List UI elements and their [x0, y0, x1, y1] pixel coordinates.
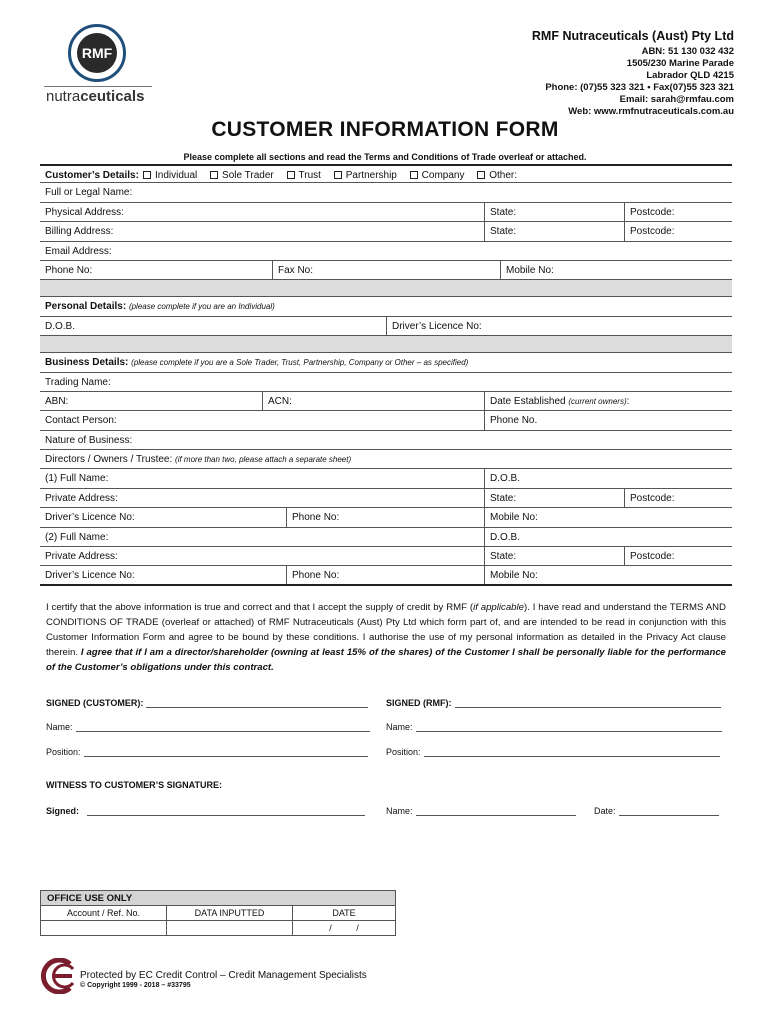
- full-name-label: Full or Legal Name:: [45, 187, 133, 199]
- logo-emblem: [68, 24, 126, 82]
- director-1-address-field[interactable]: Private Address:: [45, 492, 118, 504]
- director-1-licence-field[interactable]: Driver’s Licence No:: [45, 512, 135, 524]
- director-2-address-row: [40, 547, 732, 566]
- customer-type-row: [40, 164, 732, 183]
- director-1-postcode-field[interactable]: Postcode:: [624, 489, 674, 507]
- director-1-mobile-field[interactable]: Mobile No:: [484, 508, 538, 526]
- personal-licence-field[interactable]: Driver’s Licence No:: [386, 317, 482, 335]
- personal-dob-field[interactable]: D.O.B.: [45, 320, 76, 332]
- ec-credit-control-logo-icon: [40, 958, 76, 994]
- director-2-licence-row: [40, 566, 732, 585]
- email-label: Email Address:: [45, 245, 112, 257]
- date-cell[interactable]: / /: [293, 921, 396, 936]
- logo-divider: [44, 86, 152, 87]
- director-1-name-row: [40, 469, 732, 488]
- witness-name-line[interactable]: Name:: [386, 806, 576, 816]
- logo-wordmark: nutraceuticals: [46, 88, 145, 105]
- billing-postcode-field[interactable]: Postcode:: [624, 222, 674, 240]
- personal-details-row: [40, 317, 732, 336]
- director-1-address-row: [40, 489, 732, 508]
- data-inputted-header: DATA INPUTTED: [167, 906, 293, 921]
- directors-header: [40, 450, 732, 469]
- mobile-field[interactable]: Mobile No:: [500, 261, 554, 279]
- customer-form: [40, 164, 732, 586]
- trading-name-label: Trading Name:: [45, 376, 111, 388]
- footer-protected-text: Protected by EC Credit Control – Credit Management Specialists: [80, 970, 367, 981]
- rmf-name-line[interactable]: Name:: [386, 722, 722, 732]
- section-separator: [40, 336, 732, 353]
- billing-state-field[interactable]: State:: [484, 222, 516, 240]
- section-separator: [40, 280, 732, 297]
- contact-numbers-row: [40, 261, 732, 280]
- physical-address-label: Physical Address:: [45, 206, 124, 218]
- fax-field[interactable]: Fax No:: [272, 261, 313, 279]
- checkbox-company[interactable]: [410, 171, 418, 179]
- data-inputted-cell[interactable]: [167, 921, 293, 936]
- director-2-name-field[interactable]: (2) Full Name:: [45, 531, 109, 543]
- director-1-dob-field[interactable]: D.O.B.: [484, 469, 520, 487]
- customer-name-line[interactable]: Name:: [46, 722, 370, 732]
- company-phone: Phone: (07)55 323 321 • Fax(07)55 323 321: [545, 82, 734, 93]
- directors-note: (if more than two, please attach a separate sheet): [175, 455, 352, 465]
- checkbox-individual[interactable]: [143, 171, 151, 179]
- rmf-position-line[interactable]: Position:: [386, 747, 720, 757]
- personal-details-label: Personal Details:: [45, 301, 127, 313]
- personal-details-header: [40, 297, 732, 316]
- customer-type-options: Individual Sole Trader Trust Partnership Company Other:: [128, 166, 517, 182]
- customer-position-line[interactable]: Position:: [46, 747, 368, 757]
- nature-of-business-field[interactable]: [40, 431, 732, 450]
- personal-details-note: (please complete if you are an Individual): [128, 302, 275, 312]
- physical-address-field[interactable]: [40, 203, 732, 222]
- business-phone-field[interactable]: Phone No.: [484, 411, 537, 429]
- director-1-phone-field[interactable]: Phone No:: [286, 508, 339, 526]
- business-details-header: [40, 353, 732, 372]
- director-1-licence-row: [40, 508, 732, 527]
- checkbox-sole-trader[interactable]: [210, 171, 218, 179]
- checkbox-other[interactable]: [477, 171, 485, 179]
- physical-postcode-field[interactable]: Postcode:: [624, 203, 674, 221]
- director-2-phone-field[interactable]: Phone No:: [286, 566, 339, 583]
- account-ref-cell[interactable]: [41, 921, 167, 936]
- billing-address-label: Billing Address:: [45, 226, 114, 238]
- checkbox-trust[interactable]: [287, 171, 295, 179]
- nature-of-business-label: Nature of Business:: [45, 434, 133, 446]
- witness-signed-line[interactable]: Signed:: [46, 806, 365, 816]
- company-email: Email: sarah@rmfau.com: [619, 94, 734, 105]
- account-ref-header: Account / Ref. No.: [41, 906, 167, 921]
- billing-address-field[interactable]: [40, 222, 732, 241]
- trading-name-field[interactable]: [40, 373, 732, 392]
- director-2-state-field[interactable]: State:: [484, 547, 516, 565]
- signed-customer-line[interactable]: SIGNED (CUSTOMER):: [46, 698, 368, 708]
- company-logo: [44, 22, 156, 108]
- customer-details-label: Customer’s Details:: [45, 170, 139, 181]
- certification-text: I certify that the above information is true and correct and that I accept the supply of credit by RMF (if applicable). I have read and understand the TERMS AND CONDITIONS OF TRADE (overleaf or attached) of RMF Nutraceuticals (Aust) Pty Ltd which form part of, and are intended to be read in conjunction with this Customer Information Form and agree to be bound by these conditions. I authorise the use of my personal information as detailed in the Privacy Act clause therein. I agree that if I am a director/shareholder (owning at least 15% of the shares) of the Customer I shall be personally liable for the performance of the Customer’s obligations under this contract.: [46, 602, 726, 673]
- witness-date-line[interactable]: Date:: [594, 806, 719, 816]
- acn-field[interactable]: ACN:: [262, 392, 292, 410]
- full-name-field[interactable]: [40, 183, 732, 202]
- director-2-mobile-field[interactable]: Mobile No:: [484, 566, 538, 583]
- form-subtitle: Please complete all sections and read the Terms and Conditions of Trade overleaf or attached.: [183, 152, 587, 162]
- directors-label: Directors / Owners / Trustee:: [45, 454, 173, 466]
- director-1-state-field[interactable]: State:: [484, 489, 516, 507]
- business-details-note: (please complete if you are a Sole Trader, Trust, Partnership, Company or Other – as specified): [131, 358, 469, 368]
- company-details: [532, 28, 734, 118]
- company-address-1: 1505/230 Marine Parade: [626, 58, 734, 69]
- abn-acn-row: [40, 392, 732, 411]
- director-1-name-field[interactable]: (1) Full Name:: [45, 473, 109, 485]
- abn-field[interactable]: ABN:: [45, 395, 69, 407]
- office-use-table: [40, 890, 396, 936]
- liability-statement: I agree that if I am a director/shareholder (owning at least 15% of the shares) of the Customer I shall be personally liable for the performance of the Customer’s obligations under this contract.: [46, 647, 726, 673]
- date-header: DATE: [293, 906, 396, 921]
- contact-person-row: [40, 411, 732, 430]
- signed-rmf-line[interactable]: SIGNED (RMF):: [386, 698, 721, 708]
- office-use-title: OFFICE USE ONLY: [41, 891, 396, 906]
- form-title: CUSTOMER INFORMATION FORM: [211, 118, 559, 141]
- footer-copyright: © Copyright 1999 - 2018 – #33795: [80, 982, 191, 989]
- director-2-licence-field[interactable]: Driver’s Licence No:: [45, 570, 135, 582]
- date-established-field[interactable]: Date Established (current owners):: [484, 392, 629, 410]
- physical-state-field[interactable]: State:: [484, 203, 516, 221]
- company-web: Web: www.rmfnutraceuticals.com.au: [568, 106, 734, 117]
- email-field[interactable]: [40, 242, 732, 261]
- company-name: RMF Nutraceuticals (Aust) Pty Ltd: [531, 29, 734, 43]
- company-address-2: Labrador QLD 4215: [646, 70, 734, 81]
- witness-heading: WITNESS TO CUSTOMER’S SIGNATURE:: [46, 780, 223, 790]
- company-abn: ABN: 51 130 032 432: [641, 46, 734, 57]
- phone-field[interactable]: Phone No:: [45, 264, 93, 276]
- checkbox-partnership[interactable]: [334, 171, 342, 179]
- business-details-label: Business Details:: [45, 357, 129, 369]
- director-2-address-field[interactable]: Private Address:: [45, 551, 118, 563]
- director-2-postcode-field[interactable]: Postcode:: [624, 547, 674, 565]
- logo-monogram: RMF: [77, 33, 117, 73]
- director-2-name-row: [40, 528, 732, 547]
- director-2-dob-field[interactable]: D.O.B.: [484, 528, 520, 546]
- contact-person-field[interactable]: Contact Person:: [45, 415, 117, 427]
